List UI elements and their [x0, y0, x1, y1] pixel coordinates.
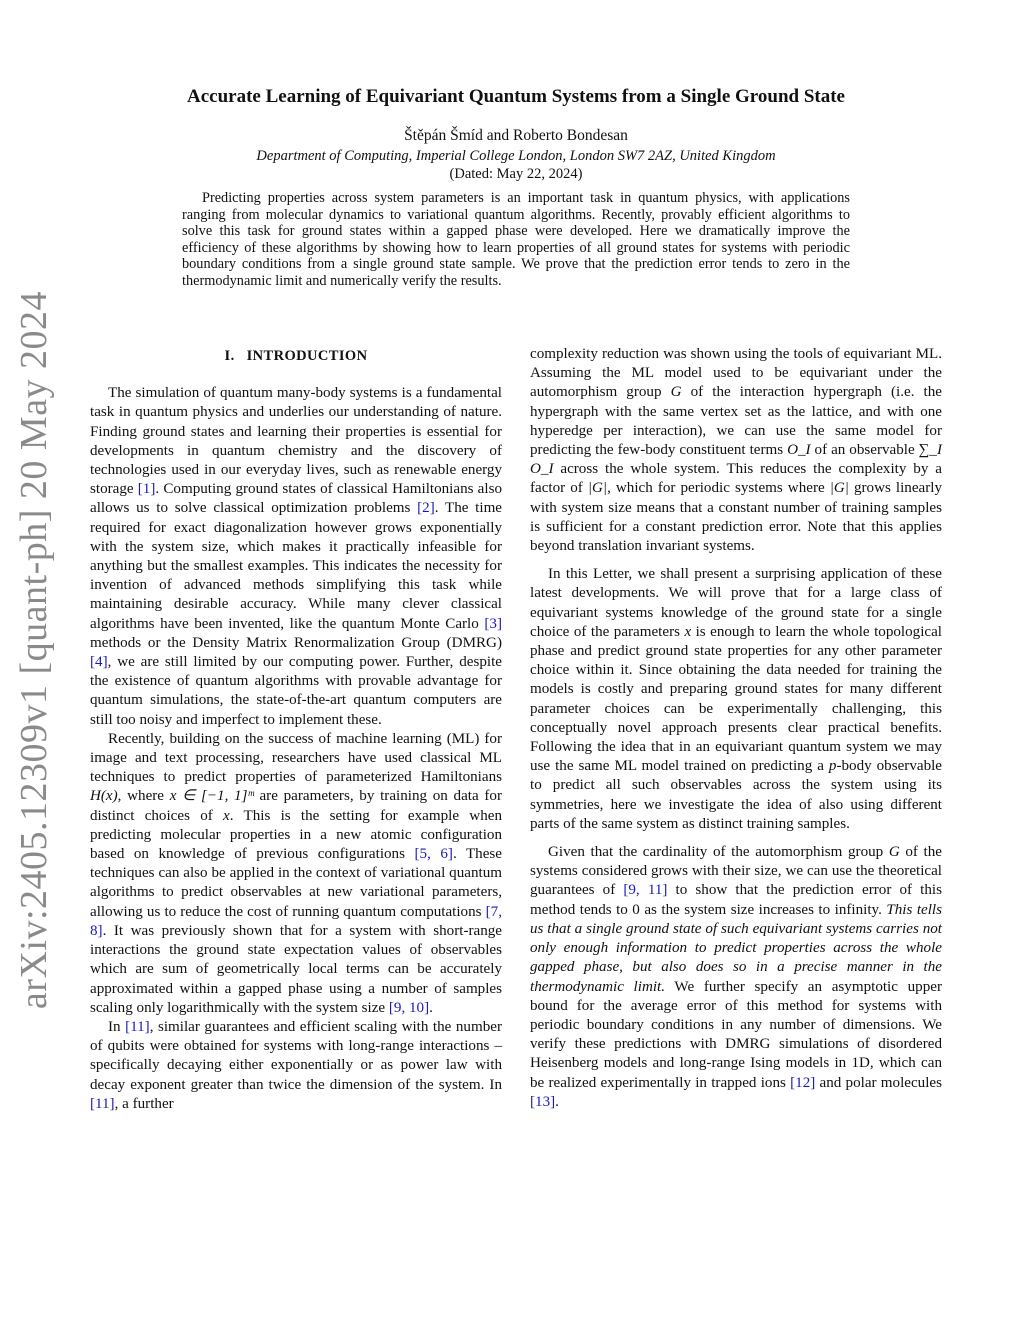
date-line: (Dated: May 22, 2024) — [449, 166, 583, 182]
citation-link[interactable]: [2] — [417, 500, 435, 517]
math-expression: p — [828, 758, 837, 775]
text-span: is enough to learn the whole topological phase and predict ground state properties for any other parameter choice within it. Since obtaining the data needed for training the models is costly and preparing ground states for many different parameter choices can be experimentally challenging, this conceptually novel approach presents clear practical benefits. Following the idea that in an equivariant quantum system we may use the same ML model trained on predicting a — [530, 623, 942, 775]
section-number: I. — [224, 348, 235, 364]
math-expression: O_I — [787, 442, 811, 459]
math-expression: x — [684, 623, 692, 640]
text-span: . This is the setting for example when predicting molecular properties in a new atomic configuration based on knowledge of previous configurations — [90, 807, 502, 863]
paragraph-intro-3 — [90, 1018, 502, 1114]
arxiv-identifier: arXiv:2405.12309v1 [quant-ph] 20 May 2024 — [13, 290, 55, 1010]
text-span: . The time required for exact diagonalization however grows exponentially with the system size, which makes it practically infeasible for anything but the smallest examples. This indicates the necessity for invention of advanced methods simplifying this task while maintaining desirable accuracy. While many clever classical algorithms have been invented, like the quantum Monte Carlo — [90, 500, 503, 632]
paper-title: Accurate Learning of Equivariant Quantum Systems from a Single Ground State — [187, 86, 845, 107]
right-column — [530, 345, 942, 1112]
text-span: to show that the prediction error of this method tends to 0 as the system size increases to infinity. — [530, 882, 942, 918]
math-expression: x ∈ [−1, 1]ᵐ — [169, 788, 254, 805]
text-span: and polar molecules — [815, 1074, 942, 1091]
left-column — [90, 345, 502, 1114]
paragraph-intro-1 — [90, 384, 502, 730]
citation-link[interactable]: [7, 8] — [90, 903, 502, 939]
affiliation: Department of Computing, Imperial College London, London SW7 2AZ, United Kingdom — [256, 148, 776, 164]
text-span: methods or the Density Matrix Renormalization Group (DMRG) — [90, 634, 502, 651]
citation-link[interactable]: [11] — [125, 1018, 150, 1035]
text-span: of an observable — [810, 442, 919, 459]
math-expression: x — [223, 807, 230, 824]
citation-link[interactable]: [9, 11] — [623, 882, 668, 899]
math-expression: G — [888, 844, 900, 861]
text-span: across the whole system. This reduces the complexity by a factor of — [530, 461, 942, 497]
text-span: . It was previously shown that for a system with short-range interactions the ground state expectation values of observables which are sum of geometrically local terms can be accurately approximated within a gapped phase using a number of samples scaling only logarithmically with the system size — [90, 922, 502, 1016]
text-span: grows linearly with system size means that a constant number of training samples is sufficient for a constant prediction error. Note that this applies beyond translation invariant systems. — [530, 480, 943, 555]
text-span: . These techniques can also be applied in the context of variational quantum algorithms to predict observables at new variational parameters, allowing us to reduce the cost of running quantum computations — [90, 846, 502, 920]
text-span: . Computing ground states of classical Hamiltonians also allows us to solve classical optimization problems — [90, 481, 502, 517]
text-span: , we are still limited by our computing power. Further, despite the existence of quantum algorithms with provable advantage for quantum simulations, the state-of-the-art quantum computers are still too noisy and imperfect to implement these. — [90, 654, 502, 728]
text-span: Recently, building on the success of machine learning (ML) for image and text processing, researchers have used classical ML techniques to predict properties of parameterized Hamiltonians — [90, 730, 502, 786]
text-span: We further specify an asymptotic upper bound for the average error of this method for systems with periodic boundary conditions in any number of dimensions. We verify these predictions with DMRG simulations of disordered Heisenberg models and long-range Ising models in 1D, which can be realized experimentally in trapped ions — [530, 978, 942, 1091]
citation-link[interactable]: [5, 6] — [414, 846, 453, 863]
paragraph-cardinality — [530, 843, 942, 1112]
emphasized-claim: This tells us that a single ground state of such equivariant systems carries not only enough information to predict properties across the whole gapped phase, but also does so in a precise manner in the thermodynamic limit. — [530, 901, 942, 995]
citation-link[interactable]: [12] — [790, 1074, 816, 1091]
arxiv-stamp — [6, 290, 62, 1010]
text-span: of the systems considered grows with their size, we can use the theoretical guarantees of — [530, 844, 942, 899]
math-expression: H(x) — [90, 788, 118, 805]
text-span: Given that the cardinality of the automorphism group — [548, 844, 889, 861]
text-span: The simulation of quantum many-body systems is a fundamental task in quantum physics and underlies our understanding of nature. Finding ground states and learning their properties is essential for developments in quantum chemistry and the discovery of technologies used in our everyday lives, such as renewable energy storage — [90, 385, 502, 498]
text-span: , where — [117, 788, 170, 805]
text-span: -body observable to predict all such observables across the system using its symmetries, here we investigate the idea of also using different parts of the same system as distinct training samples. — [530, 758, 943, 832]
section-heading — [90, 347, 502, 366]
math-expression: ∑_I O_I — [530, 442, 942, 478]
text-span: . — [555, 1093, 559, 1110]
math-expression: |G| — [829, 480, 849, 497]
citation-link[interactable]: [9, 10] — [388, 999, 430, 1016]
text-span: , which for periodic systems where — [607, 480, 830, 497]
text-span: . — [429, 999, 433, 1016]
math-expression: |G| — [587, 480, 608, 497]
text-span: complexity reduction was shown using the tools of equivariant ML. Assuming the ML model used to be equivariant under the automorphism group — [530, 346, 942, 401]
text-span: are parameters, by training on data for distinct choices of — [90, 788, 502, 824]
citation-link[interactable]: [3] — [484, 615, 502, 632]
citation-link[interactable]: [11] — [90, 1095, 115, 1112]
section-title: INTRODUCTION — [246, 348, 368, 364]
citation-link[interactable]: [4] — [90, 654, 108, 671]
math-expression: G — [670, 384, 682, 401]
citation-link[interactable]: [13] — [530, 1093, 556, 1110]
text-span: In this Letter, we shall present a surprising application of these latest developments. We will prove that for a large class of equivariant systems knowledge of the ground state for a single choice of the parameters — [530, 566, 942, 640]
paragraph-letter — [530, 565, 942, 834]
text-span: , a further — [114, 1095, 174, 1112]
text-span: , similar guarantees and efficient scaling with the number of qubits were obtained for systems with long-range interactions – specifically decaying either exponentially or as power law with decay exponent greater than twice the dimension of the system. In — [90, 1018, 502, 1093]
abstract: Predicting properties across system parameters is an important task in quantum physics, with applications ranging from molecular dynamics to variational quantum algorithms. Recently, provably efficient algorithms to solve this task for ground states within a gapped phase were developed. Here we dramatically improve the efficiency of these algorithms by showing how to learn properties of all ground states for systems with periodic boundary conditions from a single ground state sample. We prove that the prediction error tends to zero in the thermodynamic limit and numerically verify the results. — [182, 190, 850, 289]
citation-link[interactable]: [1] — [137, 481, 156, 498]
text-span: In — [108, 1018, 126, 1035]
paragraph-intro-2 — [90, 730, 502, 1018]
text-span: of the interaction hypergraph (i.e. the hypergraph with the same vertex set as the lattice, and with one hyperedge per interaction), we can use the same model for predicting the few-body constituent terms — [530, 384, 942, 459]
authors: Štěpán Šmíd and Roberto Bondesan — [404, 127, 628, 144]
paragraph-continued — [530, 345, 942, 556]
